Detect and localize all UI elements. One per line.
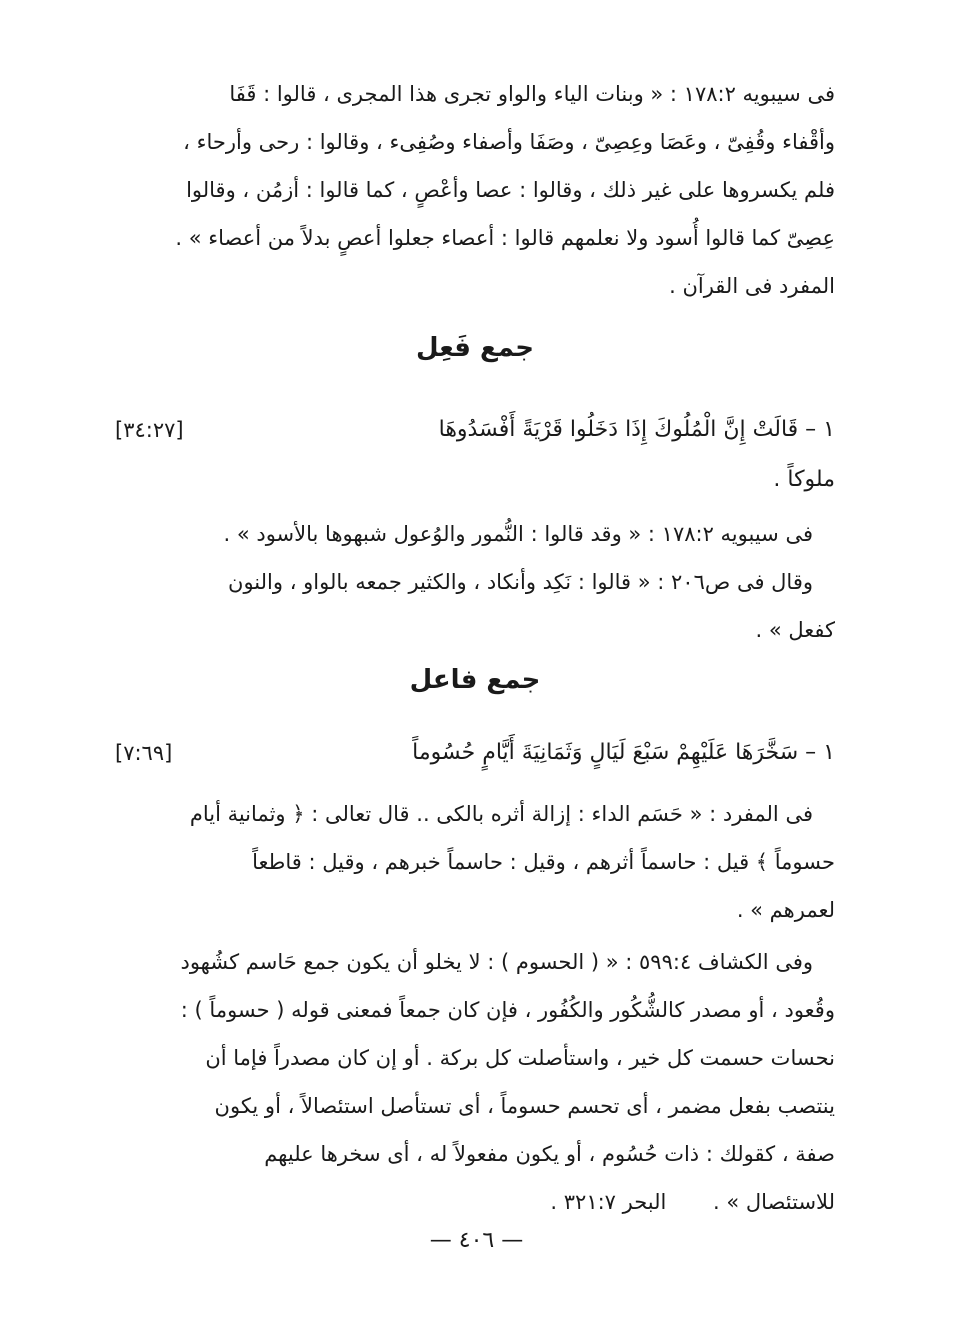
page-number: — ٤٠٦ — bbox=[429, 1228, 524, 1253]
intro-line: وأقْفاء وقُفِىّ ، وعَصَا وعِصِىّ ، وصَفَا وأصفاء وصُفِىء ، وقالوا : رحى وأرحاء ، bbox=[183, 130, 835, 154]
quran-verse bbox=[115, 728, 835, 778]
kashshaf-line: ينتصب بفعل مضمر ، أى تحسم حسوماً ، أى تستأصل استئصالاً ، أو يكون bbox=[214, 1094, 835, 1118]
mufrad-line: حسوماً ﴾ قيل : حاسماً أثرهم ، وقيل : حاسماً خبرهم ، وقيل : قاطعاً bbox=[252, 850, 835, 874]
kashshaf-line: وفى الكشاف ٥٩٩:٤ : « ( الحسوم ) : لا يخلو أن يكون جمع حَاسم كشُهود bbox=[180, 950, 813, 974]
kashshaf-line: صفة ، كقولك : ذات حُسُوم ، أو يكون مفعولاً له ، أى سخرها عليهم bbox=[264, 1142, 835, 1166]
section-heading: جمع فَعِل bbox=[416, 333, 534, 363]
kashshaf-paragraph bbox=[115, 938, 835, 1226]
intro-line: المفرد فى القرآن . bbox=[669, 274, 835, 298]
intro-paragraph bbox=[115, 70, 835, 310]
kashshaf-line: نحسات حسمت كل خير ، واستأصلت كل بركة . أو إن كان مصدراً فإما أن bbox=[205, 1046, 835, 1070]
kashshaf-line: للاستئصال » . bbox=[713, 1190, 835, 1214]
kashshaf-line: وقُعود ، أو مصدر كالشُّكُور والكُفُور ، فإن كان جمعاً فمعنى قوله ( حسوماً ) : bbox=[180, 998, 835, 1022]
verse-reference: [٣٤:٢٧] bbox=[115, 418, 184, 442]
section1-notes bbox=[115, 510, 835, 654]
kashshaf-last-line bbox=[115, 1178, 835, 1226]
note-line: وقال فى ص٢٠٦ : « قالوا : نَكِد وأنكاد ، والكثير جمعه بالواو ، والنون bbox=[228, 570, 813, 594]
verse-continuation: ملوكاً . bbox=[773, 467, 835, 492]
intro-line: عِصِىّ كما قالوا أُسود ولا نعلمهم قالوا : أعصاء جعلوا أعصٍ بدلاً من أعصاء » . bbox=[175, 226, 835, 250]
intro-line: فلم يكسروها على غير ذلك ، وقالوا : عصا وأعْصٍ ، كما قالوا : أزمُن ، وقالوا bbox=[186, 178, 835, 202]
mufrad-line: فى المفرد : « حَسَم الداء : إزالة أثره بالكى .. قال تعالى : ﴿ وثمانية أيام bbox=[189, 802, 813, 826]
verse-reference: [٧:٦٩] bbox=[115, 741, 173, 765]
mufrad-paragraph bbox=[115, 790, 835, 934]
bahr-reference: البحر ٣٢١:٧ . bbox=[550, 1190, 667, 1214]
verse-text: ١ – سَخَّرَهَا عَلَيْهِمْ سَبْعَ لَيَالٍ وَثَمَانِيَةَ أَيَّامٍ حُسُوماً bbox=[412, 740, 835, 765]
section-heading: جمع فاعل bbox=[409, 665, 541, 695]
note-line: فى سيبويه ١٧٨:٢ : « وقد قالوا : النُّمور والوُعول شبهوها بالأسود » . bbox=[223, 522, 813, 546]
intro-line: فى سيبويه ١٧٨:٢ : « وبنات الياء والواو تجرى هذا المجرى ، قالوا : قَفَا bbox=[229, 82, 835, 106]
mufrad-line: لعمرهم » . bbox=[736, 898, 835, 922]
note-line: كفعل » . bbox=[755, 618, 835, 642]
quran-verse bbox=[115, 405, 835, 505]
verse-text: ١ – قَالَتْ إِنَّ الْمُلُوكَ إِذَا دَخَلُوا قَرْيَةً أَفْسَدُوهَا bbox=[438, 417, 835, 442]
